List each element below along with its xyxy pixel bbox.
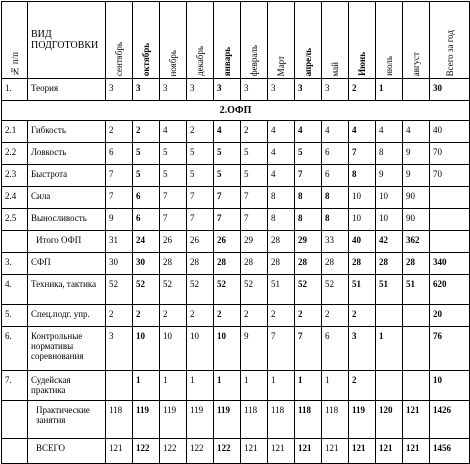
row-value: 76 [430, 327, 470, 371]
row-value: 28 [160, 253, 187, 275]
header-month: май [322, 2, 349, 79]
row-value: 5 [133, 143, 160, 165]
row-value: 121 [403, 439, 430, 464]
row-value: 7 [160, 209, 187, 231]
row-value: 4 [268, 165, 295, 187]
row-value: 3 [241, 79, 268, 101]
row-value: 4 [268, 121, 295, 143]
row-number: 2.3 [2, 165, 28, 187]
row-value: 122 [160, 439, 187, 464]
row-value: 119 [160, 401, 187, 439]
row-value: 7 [106, 165, 133, 187]
row-value: 118 [268, 401, 295, 439]
row-number: 5. [2, 305, 28, 327]
row-value: 10 [376, 187, 403, 209]
row-value: 28 [376, 253, 403, 275]
row-value [106, 371, 133, 401]
row-value: 90 [403, 187, 430, 209]
row-number [2, 401, 28, 439]
row-value: 121 [295, 439, 322, 464]
row-value: 52 [214, 275, 241, 305]
row-value: 6 [322, 143, 349, 165]
row-number: 2.2 [2, 143, 28, 165]
row-value [403, 305, 430, 327]
row-value: 8 [295, 209, 322, 231]
row-number: 7. [2, 371, 28, 401]
row-value: 119 [187, 401, 214, 439]
header-month: апрель [295, 2, 322, 79]
row-number: 1. [2, 79, 28, 101]
header-month: ноябрь [160, 2, 187, 79]
row-value [376, 371, 403, 401]
row-value [403, 79, 430, 101]
row-value: 9 [403, 165, 430, 187]
row-value: 52 [322, 275, 349, 305]
row-value: 7 [160, 187, 187, 209]
table-row [2, 209, 470, 231]
row-value [403, 327, 430, 371]
row-value [376, 305, 403, 327]
row-value: 3 [349, 327, 376, 371]
row-number [2, 231, 28, 253]
header-month: Июнь [349, 2, 376, 79]
row-value: 4 [376, 121, 403, 143]
row-value: 10 [214, 327, 241, 371]
row-value: 119 [349, 401, 376, 439]
table-row [2, 187, 470, 209]
row-value: 4 [349, 121, 376, 143]
section-row [2, 101, 470, 121]
row-value: 121 [268, 439, 295, 464]
row-value: 7 [106, 187, 133, 209]
row-number: 6. [2, 327, 28, 371]
table-row [2, 371, 470, 401]
row-name: Техника, тактика [28, 275, 106, 305]
row-value: 2 [187, 121, 214, 143]
row-value: 1 [214, 371, 241, 401]
row-value: 5 [295, 143, 322, 165]
row-value: 52 [106, 275, 133, 305]
row-value: 7 [349, 143, 376, 165]
row-value: 28 [214, 253, 241, 275]
row-value: 42 [376, 231, 403, 253]
header-name: ВИД ПОДГОТОВКИ [28, 2, 106, 79]
header-month: август [403, 2, 430, 79]
row-value: 8 [322, 209, 349, 231]
row-value: 10 [187, 327, 214, 371]
row-value: 121 [322, 439, 349, 464]
section-label: 2.ОФП [2, 101, 470, 121]
row-value: 2 [106, 305, 133, 327]
row-value: 5 [160, 143, 187, 165]
row-name: Теория [28, 79, 106, 101]
row-value: 24 [133, 231, 160, 253]
header-month: январь [214, 2, 241, 79]
row-value: 31 [106, 231, 133, 253]
row-value: 29 [295, 231, 322, 253]
row-value: 5 [214, 165, 241, 187]
row-value: 8 [268, 209, 295, 231]
row-value: 7 [241, 209, 268, 231]
row-value: 2 [322, 305, 349, 327]
header-month: Март [268, 2, 295, 79]
row-name: Гибкость [28, 121, 106, 143]
row-value: 362 [403, 231, 430, 253]
row-value: 29 [241, 231, 268, 253]
row-value: 28 [268, 231, 295, 253]
row-value: 52 [133, 275, 160, 305]
row-value: 10 [376, 209, 403, 231]
header-month: июль [376, 2, 403, 79]
row-value: 26 [214, 231, 241, 253]
row-value [403, 371, 430, 401]
row-value: 8 [349, 165, 376, 187]
row-name: Быстрота [28, 165, 106, 187]
row-name: Ловкость [28, 143, 106, 165]
row-value: 4 [214, 121, 241, 143]
row-value: 1 [160, 371, 187, 401]
row-value: 3 [268, 79, 295, 101]
row-name: СФП [28, 253, 106, 275]
table-row [2, 143, 470, 165]
row-value: 4 [322, 121, 349, 143]
row-value: 1426 [430, 401, 470, 439]
row-value: 3 [187, 79, 214, 101]
row-value: 28 [268, 253, 295, 275]
row-value: 5 [133, 165, 160, 187]
row-value: 4 [295, 121, 322, 143]
row-value: 5 [160, 165, 187, 187]
row-value: 5 [241, 165, 268, 187]
row-value: 2 [133, 305, 160, 327]
row-value: 1 [187, 371, 214, 401]
row-value: 9 [106, 209, 133, 231]
row-value: 121 [241, 439, 268, 464]
row-value: 70 [430, 143, 470, 165]
row-value: 122 [214, 439, 241, 464]
row-value: 121 [349, 439, 376, 464]
row-value: 10 [160, 327, 187, 371]
row-value: 28 [295, 253, 322, 275]
header-month: октябрь [133, 2, 160, 79]
row-value: 2 [349, 371, 376, 401]
row-value: 28 [349, 253, 376, 275]
row-value: 30 [106, 253, 133, 275]
row-value: 4 [160, 121, 187, 143]
row-value: 121 [106, 439, 133, 464]
row-value: 119 [214, 401, 241, 439]
row-number: 2.5 [2, 209, 28, 231]
table-row [2, 253, 470, 275]
row-value: 1456 [430, 439, 470, 464]
table-body [2, 79, 470, 464]
row-value: 7 [268, 327, 295, 371]
row-value: 118 [295, 401, 322, 439]
row-number: 2.4 [2, 187, 28, 209]
row-value: 3 [214, 79, 241, 101]
row-value: 1 [376, 327, 403, 371]
row-value: 6 [133, 209, 160, 231]
row-name: Итого ОФП [28, 231, 106, 253]
row-value: 4 [403, 121, 430, 143]
row-value: 5 [241, 143, 268, 165]
row-value: 51 [349, 275, 376, 305]
row-value: 30 [133, 253, 160, 275]
row-value: 52 [295, 275, 322, 305]
row-value: 3 [322, 79, 349, 101]
row-name: Судейская практика [28, 371, 106, 401]
row-value: 28 [322, 253, 349, 275]
row-value: 51 [376, 275, 403, 305]
row-value [430, 231, 470, 253]
row-value: 118 [322, 401, 349, 439]
table-row [2, 231, 470, 253]
row-value: 8 [322, 187, 349, 209]
row-value: 1 [295, 371, 322, 401]
row-value: 7 [187, 187, 214, 209]
table-row [2, 79, 470, 101]
table-row [2, 275, 470, 305]
row-value: 51 [403, 275, 430, 305]
row-name: Практические занятия [28, 401, 106, 439]
row-value: 1 [322, 371, 349, 401]
header-month: сентябрь [106, 2, 133, 79]
row-value: 28 [241, 253, 268, 275]
table-row [2, 439, 470, 464]
row-value: 3 [106, 327, 133, 371]
table-row [2, 121, 470, 143]
row-value [430, 209, 470, 231]
row-name: Контрольные нормативы соревнования [28, 327, 106, 371]
row-value: 2 [187, 305, 214, 327]
row-value: 52 [160, 275, 187, 305]
row-value: 7 [241, 187, 268, 209]
row-number [2, 439, 28, 464]
row-value: 33 [322, 231, 349, 253]
row-value: 3 [133, 79, 160, 101]
row-value: 7 [214, 209, 241, 231]
row-value: 1 [133, 371, 160, 401]
header-row [2, 2, 470, 79]
row-value: 5 [187, 165, 214, 187]
row-value: 20 [430, 305, 470, 327]
row-value: 122 [187, 439, 214, 464]
row-value: 4 [268, 143, 295, 165]
row-value: 26 [187, 231, 214, 253]
row-value: 122 [133, 439, 160, 464]
row-value: 7 [214, 187, 241, 209]
row-value: 40 [349, 231, 376, 253]
row-value: 8 [295, 187, 322, 209]
header-month: февраль [241, 2, 268, 79]
row-name: Сила [28, 187, 106, 209]
row-value: 5 [187, 143, 214, 165]
table-row [2, 305, 470, 327]
row-value: 2 [349, 305, 376, 327]
row-value: 5 [214, 143, 241, 165]
row-value: 2 [268, 305, 295, 327]
row-value: 9 [376, 165, 403, 187]
row-value: 51 [268, 275, 295, 305]
row-value: 10 [349, 187, 376, 209]
row-value: 2 [241, 121, 268, 143]
row-value: 6 [322, 327, 349, 371]
row-value: 8 [268, 187, 295, 209]
row-value: 2 [214, 305, 241, 327]
row-value: 121 [403, 401, 430, 439]
row-value: 2 [106, 121, 133, 143]
row-value: 6 [322, 165, 349, 187]
row-number: 2.1 [2, 121, 28, 143]
row-value: 7 [295, 327, 322, 371]
row-value: 6 [106, 143, 133, 165]
row-number: 4. [2, 275, 28, 305]
row-value: 121 [376, 439, 403, 464]
table-row [2, 165, 470, 187]
row-number: 3. [2, 253, 28, 275]
row-value: 8 [376, 143, 403, 165]
row-value: 90 [403, 209, 430, 231]
row-value: 2 [241, 305, 268, 327]
row-value: 10 [430, 371, 470, 401]
row-value: 118 [241, 401, 268, 439]
row-value: 28 [187, 253, 214, 275]
row-value: 28 [403, 253, 430, 275]
row-value: 2 [133, 121, 160, 143]
row-value: 52 [241, 275, 268, 305]
row-value: 7 [187, 209, 214, 231]
table-row [2, 327, 470, 371]
row-value: 119 [133, 401, 160, 439]
row-name: ВСЕГО [28, 439, 106, 464]
row-value: 2 [295, 305, 322, 327]
row-value: 9 [403, 143, 430, 165]
header-month: Всего за год [430, 2, 470, 79]
row-name: Спец.подг. упр. [28, 305, 106, 327]
row-value: 2 [349, 79, 376, 101]
row-value: 620 [430, 275, 470, 305]
row-value: 30 [430, 79, 470, 101]
row-value: 9 [241, 327, 268, 371]
row-value: 10 [133, 327, 160, 371]
row-value: 52 [187, 275, 214, 305]
row-value: 118 [106, 401, 133, 439]
row-value: 40 [430, 121, 470, 143]
row-value: 3 [295, 79, 322, 101]
row-value: 3 [106, 79, 133, 101]
row-value: 120 [376, 401, 403, 439]
header-month: декабрь [187, 2, 214, 79]
training-plan-table [1, 1, 470, 464]
row-name: Выносливость [28, 209, 106, 231]
row-value: 3 [160, 79, 187, 101]
row-value [430, 187, 470, 209]
table-row [2, 401, 470, 439]
row-value: 1 [376, 79, 403, 101]
row-value: 70 [430, 165, 470, 187]
row-value: 1 [241, 371, 268, 401]
row-value: 7 [295, 165, 322, 187]
row-value: 6 [133, 187, 160, 209]
row-value: 340 [430, 253, 470, 275]
header-num: № п/п [2, 2, 28, 79]
row-value: 26 [160, 231, 187, 253]
row-value: 10 [349, 209, 376, 231]
row-value: 2 [160, 305, 187, 327]
row-value: 1 [268, 371, 295, 401]
